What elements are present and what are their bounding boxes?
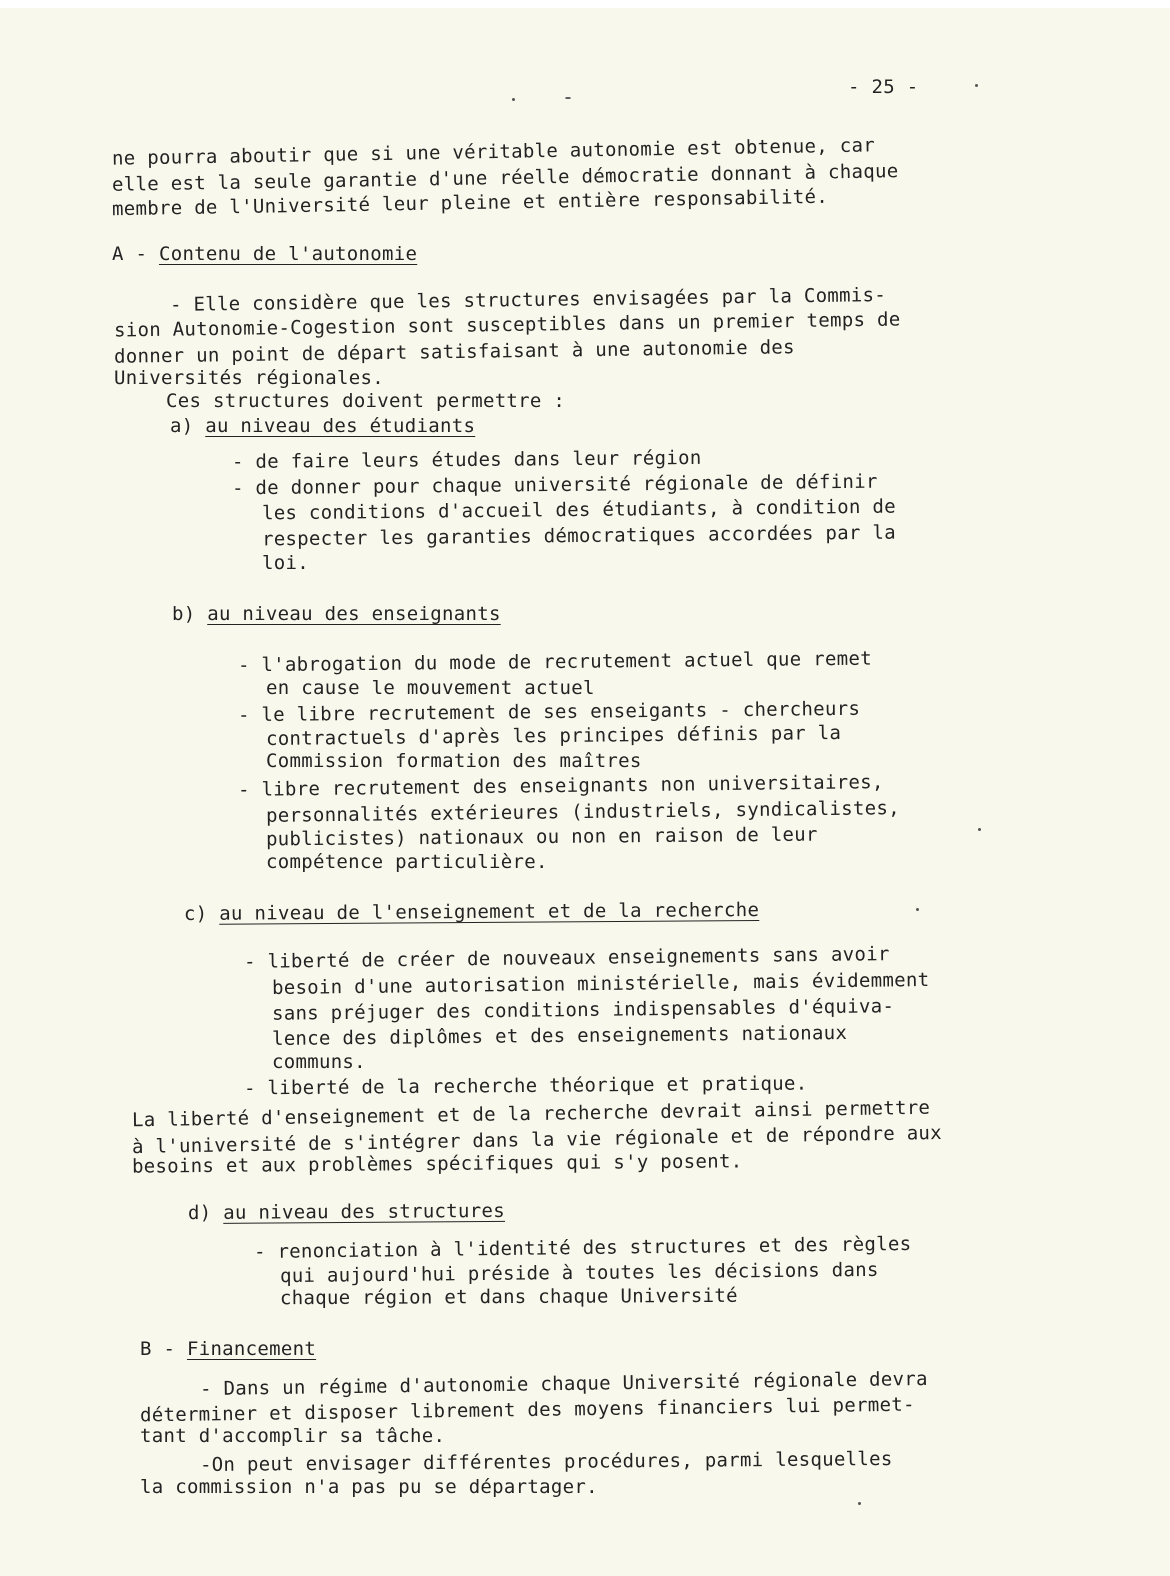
section-b-line: déterminer et disposer librement des moyens financiers lui permet- <box>139 1393 915 1427</box>
speck <box>858 1502 861 1505</box>
sub-c-line: sans préjuger des conditions indispensables d'équiva- <box>271 995 895 1025</box>
section-b-line: tant d'accomplir sa tâche. <box>140 1425 446 1447</box>
sub-c-line: - liberté de créer de nouveaux enseignements sans avoir <box>243 943 890 973</box>
page-edge <box>0 0 1170 8</box>
intro-line: membre de l'Université leur pleine et entière responsabilité. <box>111 185 829 221</box>
speck <box>975 84 978 87</box>
sub-c-line: communs. <box>272 1051 366 1073</box>
sub-a-line: respecter les garanties démocratiques accordées par la <box>261 521 897 551</box>
sub-b-prefix: b) <box>172 603 208 625</box>
sub-a-line: - de faire leurs études dans leur région <box>231 446 702 474</box>
section-a-title: Contenu de l'autonomie <box>158 243 418 265</box>
section-a-paragraph-line: donner un point de départ satisfaisant à une autonomie des <box>113 336 795 368</box>
sub-d-line: qui aujourd'hui préside à toutes les décisions dans <box>279 1258 879 1288</box>
section-a-paragraph-line: Universités régionales. <box>114 367 384 389</box>
intro-line: elle est la seule garantie d'une réelle démocratie donnant à chaque <box>111 160 899 196</box>
sub-a-prefix: a) <box>170 415 206 437</box>
sub-a-title: au niveau des étudiants <box>205 415 476 437</box>
sub-d-title: au niveau des structures <box>223 1199 506 1224</box>
sub-c-line: lence des diplômes et des enseignements nationaux <box>271 1021 848 1051</box>
sub-b-line: en cause le mouvement actuel <box>266 677 595 699</box>
section-b-title: Financement <box>186 1338 317 1360</box>
sub-c-title: au niveau de l'enseignement et de la recherche <box>219 898 760 925</box>
speck <box>565 97 571 99</box>
sub-c-line: besoin d'une autorisation ministérielle, mais évidemment <box>271 968 930 1000</box>
sub-c-closing-line: La liberté d'enseignement et de la recherche devrait ainsi permettre <box>131 1096 931 1132</box>
sub-b-title: au niveau des enseignants <box>207 603 501 625</box>
section-b-line: la commission n'a pas pu se départager. <box>140 1476 598 1498</box>
speck <box>978 828 981 831</box>
sub-a-heading <box>170 414 475 438</box>
sub-c-heading <box>184 898 759 926</box>
section-a-heading <box>112 242 417 266</box>
sub-c-closing-line: besoins et aux problèmes spécifiques qui s'y posent. <box>131 1150 743 1178</box>
section-b-heading <box>140 1337 316 1361</box>
page-number: - 25 - <box>848 76 919 98</box>
section-b-prefix: B - <box>140 1338 187 1360</box>
sub-b-line: contractuels d'après les principes définis par la <box>265 721 842 751</box>
section-b-line: -On peut envisager différentes procédures, parmi lesquelles <box>199 1447 893 1477</box>
speck <box>512 98 515 101</box>
sub-d-heading <box>188 1199 505 1225</box>
section-a-paragraph-line: sion Autonomie-Cogestion sont susceptibles dans un premier temps de <box>113 308 901 342</box>
section-b-line: - Dans un régime d'autonomie chaque Université régionale devra <box>199 1367 928 1401</box>
intro-line: ne pourra aboutir que si une véritable autonomie est obtenue, car <box>111 134 876 170</box>
sub-b-line: Commission formation des maîtres <box>266 750 642 772</box>
sub-d-line: chaque région et dans chaque Université <box>279 1284 738 1310</box>
sub-a-line: - de donner pour chaque université régionale de définir <box>231 470 878 500</box>
sub-a-line: les conditions d'accueil des étudiants, à condition de <box>261 495 897 525</box>
sub-c-closing-line: à l'université de s'intégrer dans la vie régionale et de répondre aux <box>131 1121 943 1159</box>
sub-d-prefix: d) <box>187 1201 224 1225</box>
sub-b-line: - l'abrogation du mode de recrutement actuel que remet <box>237 647 873 677</box>
sub-b-line: - le libre recrutement de ses enseigants - chercheurs <box>237 697 861 727</box>
section-a-paragraph-line: - Elle considère que les structures envisagées par la Commis- <box>169 284 887 316</box>
section-a-paragraph-line: Ces structures doivent permettre : <box>166 390 566 412</box>
sub-a-line: loi. <box>262 552 309 574</box>
sub-b-line: - libre recrutement des enseignants non universitaires, <box>237 771 884 801</box>
speck <box>916 908 919 911</box>
section-a-prefix: A - <box>112 243 159 265</box>
sub-b-heading <box>172 602 501 626</box>
sub-b-line: personnalités extérieures (industriels, syndicalistes, <box>265 797 901 827</box>
sub-b-line: compétence particulière. <box>266 851 548 873</box>
sub-c-prefix: c) <box>183 902 220 926</box>
sub-c-line: - liberté de la recherche théorique et pratique. <box>243 1072 808 1100</box>
sub-d-line: - renonciation à l'identité des structures et des règles <box>253 1232 912 1264</box>
sub-b-line: publicistes) nationaux ou non en raison de leur <box>265 823 818 851</box>
